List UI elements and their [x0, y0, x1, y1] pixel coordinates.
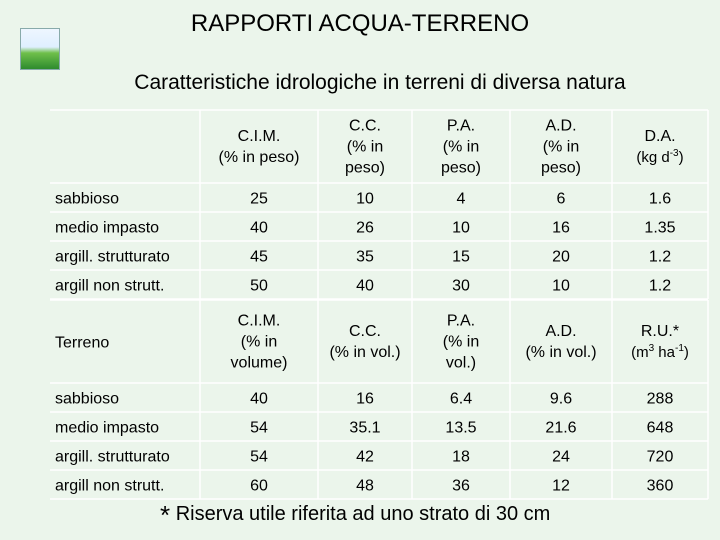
table2-cell: 360 — [646, 477, 674, 495]
table1-cell: 30 — [452, 277, 470, 295]
table1-header-2: (% in — [442, 138, 480, 156]
table1-cell: 26 — [356, 219, 374, 237]
table1-header-4: D.A. — [644, 128, 676, 145]
table2-header-2: P.A. — [446, 312, 476, 330]
table2-corner: Terreno — [55, 334, 110, 352]
table1-cell: 10 — [452, 219, 470, 237]
table2-header-4: R.U.* — [640, 323, 680, 340]
table2-cell: 16 — [356, 390, 374, 408]
table1-cell: 1.2 — [648, 277, 672, 295]
table1-header-3: (% in — [542, 138, 580, 156]
table1-header-unit-4: (kg $d^{-3}$) — [636, 148, 684, 166]
table2-cell: 720 — [646, 448, 674, 466]
table1-cell: 16 — [552, 219, 570, 237]
table2-cell: 35.1 — [349, 419, 381, 437]
table2-cell: 13.5 — [445, 419, 477, 437]
table1-header-1: peso) — [344, 159, 386, 177]
table1-cell: 20 — [552, 248, 570, 266]
table2-header-0: volume) — [230, 354, 288, 372]
table2-cell: 12 — [552, 477, 570, 495]
table2-header-3: A.D. — [545, 323, 577, 340]
table1-header-1: (% in — [346, 138, 384, 156]
table1-cell: 10 — [356, 190, 374, 208]
table1-row-label: argill. strutturato — [55, 248, 170, 266]
table2-cell: 648 — [646, 419, 674, 437]
table2-row-label: medio impasto — [55, 419, 160, 437]
table2-cell: 40 — [250, 390, 268, 408]
table2-cell: 6.4 — [449, 390, 473, 408]
table2-header-3: (% in vol.) — [525, 344, 597, 361]
table2-row-label: sabbioso — [55, 390, 120, 408]
table2-header-1: C.C. — [349, 323, 381, 340]
table1-cell: 15 — [452, 248, 470, 266]
table1-cell: 10 — [552, 277, 570, 295]
table1-cell: 4 — [456, 190, 466, 208]
table2-cell: 36 — [452, 477, 470, 495]
table2-header-1: (% in vol.) — [329, 344, 401, 361]
footnote-text: Riserva utile riferita ad uno strato di 30 cm — [175, 503, 551, 525]
footnote — [160, 500, 550, 529]
table1-header-3: A.D. — [545, 117, 577, 135]
table1-cell: 40 — [356, 277, 374, 295]
table2-cell: 48 — [356, 477, 374, 495]
table1-row-label: argill non strutt. — [55, 277, 165, 295]
table1-cell: 25 — [250, 190, 268, 208]
table1-cell: 40 — [250, 219, 268, 237]
table2-cell: 9.6 — [549, 390, 573, 408]
table1-header-2: peso) — [440, 159, 482, 177]
table2-cell: 24 — [552, 448, 570, 466]
table2-row-label: argill non strutt. — [55, 477, 165, 495]
table1-header-2: P.A. — [446, 117, 476, 135]
table2-cell: 21.6 — [545, 419, 577, 437]
table2-row-label: argill. strutturato — [55, 448, 170, 466]
table2-cell: 54 — [250, 419, 268, 437]
table1-cell: 6 — [556, 190, 566, 208]
table1-header-0: (% in peso) — [218, 149, 300, 166]
table1-row-label: sabbioso — [55, 190, 120, 208]
table1-cell: 1.35 — [644, 219, 676, 237]
table2-header-2: (% in — [442, 333, 480, 351]
page-title: RAPPORTI ACQUA-TERRENO — [190, 10, 530, 37]
table1-header-0: C.I.M. — [237, 128, 281, 145]
table1-cell: 1.2 — [648, 248, 672, 266]
table2-cell: 288 — [646, 390, 674, 408]
table2-header-0: C.I.M. — [237, 312, 281, 330]
table1-cell: 45 — [250, 248, 268, 266]
table1-header-3: peso) — [540, 159, 582, 177]
footnote-star: * — [160, 500, 171, 530]
table2-header-0: (% in — [240, 333, 278, 351]
table2-header-unit-4: ($m^3$ $ha^{-1}$) — [631, 343, 689, 361]
table1-cell: 35 — [356, 248, 374, 266]
table1-row-label: medio impasto — [55, 219, 160, 237]
table2-cell: 18 — [452, 448, 470, 466]
table1-header-1: C.C. — [349, 117, 381, 135]
table2-header-2: vol.) — [445, 354, 477, 372]
table2-cell: 60 — [250, 477, 268, 495]
page-subtitle: Caratteristiche idrologiche in terreni di diversa natura — [134, 71, 626, 94]
table1-cell: 1.6 — [648, 190, 672, 208]
table2-cell: 54 — [250, 448, 268, 466]
table2-cell: 42 — [356, 448, 374, 466]
table1-cell: 50 — [250, 277, 268, 295]
